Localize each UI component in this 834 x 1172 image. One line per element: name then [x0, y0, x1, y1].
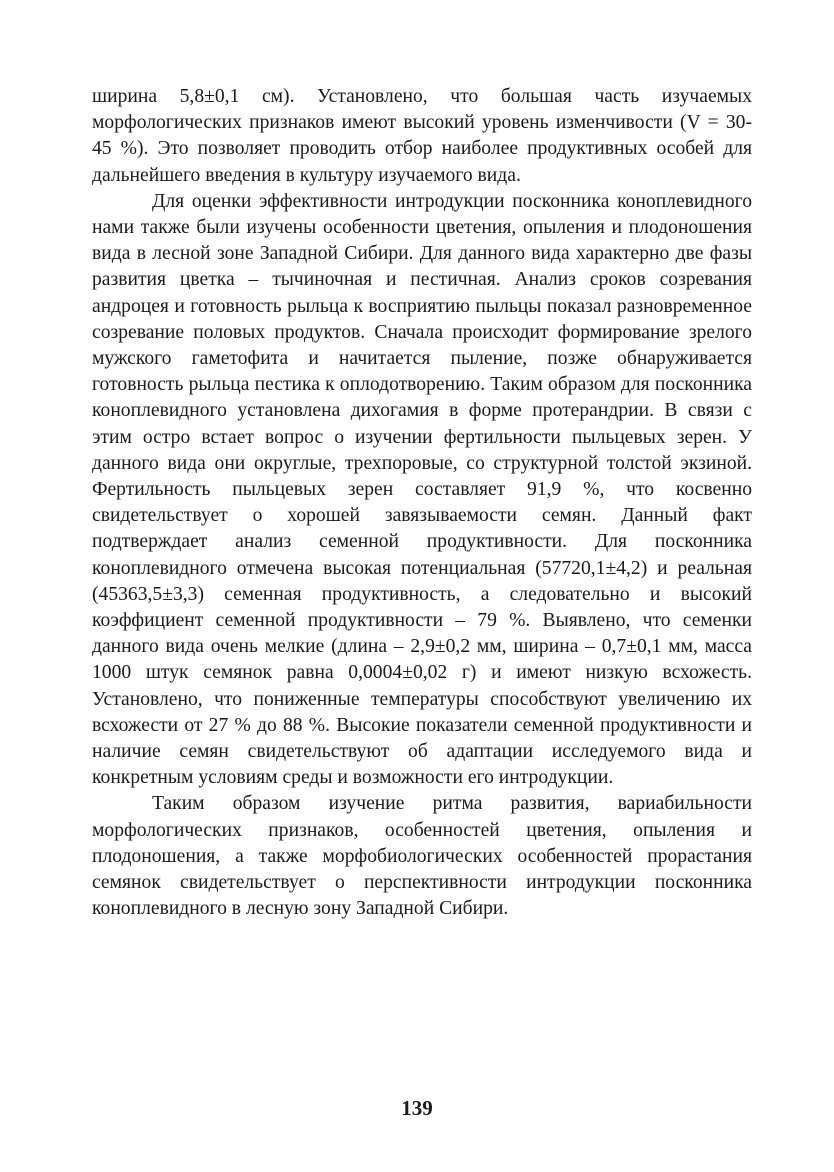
page-body — [92, 84, 752, 923]
paragraph-conclusion: Таким образом изучение ритма развития, вариабильности морфологических признаков, особенностей цветения, опыления и плодоношения, а также морфобиологических особенностей прорастания семянок свидетельствует о перспективности интродукции посконника коноплевидного в лесную зону Западной Сибири. — [92, 793, 752, 920]
paragraph-continuation: ширина 5,8±0,1 см). Установлено, что большая часть изучаемых морфологических признаков имеют высокий уровень изменчивости (V = 30-45 %). Это позволяет проводить отбор наиболее продуктивных особей для дальнейшего введения в культуру изучаемого вида. — [92, 86, 752, 186]
paragraph-flowering-study: Для оценки эффективности интродукции посконника коноплевидного нами также были изучены особенности цветения, опыления и плодоношения вида в лесной зоне Западной Сибири. Для данного вида характерно две фазы развития цветка – тычиночная и пестичная. Анализ сроков созревания андроцея и готовность рыльца к восприятию пыльцы показал разновременное созревание половых продуктов. Сначала происходит формирование зрелого мужского гаметофита и начитается пыление, позже обнаруживается готовность рыльца пестика к оплодотворению. Таким образом для посконника коноплевидного установлена дихогамия в форме протерандрии. В связи с этим остро встает вопрос о изучении фертильности пыльцевых зерен. У данного вида они округлые, трехпоровые, со структурной толстой экзиной. Фертильность пыльцевых зерен составляет 91,9 %, что косвенно свидетельствует о хорошей завязываемости семян. Данный факт подтверждает анализ семенной продуктивности. Для посконника коноплевидного отмечена высокая потенциальная (57720,1±4,2) и реальная (45363,5±3,3) семенная продуктивность, а следовательно и высокий коэффициент семенной продуктивности – 79 %. Выявлено, что семенки данного вида очень мелкие (длина – 2,9±0,2 мм, ширина – 0,7±0,1 мм, масса 1000 штук семянок равна 0,0004±0,02 г) и имеют низкую всхожесть. Установлено, что пониженные температуры способствуют увеличению их всхожести от 27 % до 88 %. Высокие показатели семенной продуктивности и наличие семян свидетельствуют об адаптации исследуемого вида и конкретным условиям среды и возможности его интродукции. — [92, 190, 752, 789]
page-number: 139 — [401, 1096, 433, 1120]
